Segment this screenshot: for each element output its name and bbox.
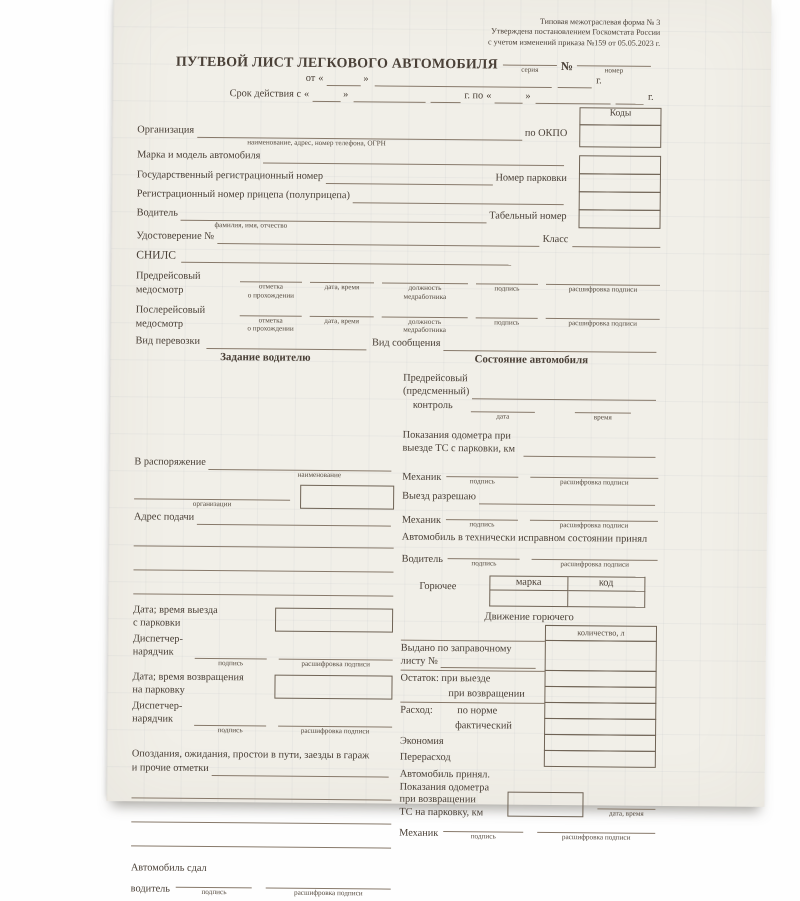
driver-task-column — [131, 351, 404, 898]
odometer-out-label-1: Показания одометра при — [402, 429, 511, 442]
blank-line — [212, 764, 389, 778]
precheck-label-1: Предрейсовый — [403, 372, 468, 385]
waybill-form-sheet — [106, 0, 771, 898]
handover-block — [131, 863, 391, 898]
blank-line — [312, 90, 340, 102]
blank-line — [575, 401, 631, 413]
organization-sublabel: наименование, адрес, номер телефона, ОГРН — [247, 138, 386, 148]
departure-label-2: с парковки — [132, 617, 181, 629]
ff-consumption-label: Расход: — [400, 704, 433, 716]
quote-open: « — [303, 89, 310, 101]
datetime-sublabel: дата, время — [608, 809, 644, 818]
ff-economy-label: Экономия — [399, 735, 444, 747]
form-content — [131, 1, 663, 900]
field-box — [274, 675, 392, 700]
driver-label: Водитель — [136, 207, 179, 219]
return-label — [132, 672, 274, 699]
blank-line — [479, 492, 655, 506]
pre-medical-label-1: Предрейсовый — [136, 270, 201, 283]
med-signfull-field — [546, 307, 660, 328]
organization-label: Организация — [137, 124, 195, 137]
org-block — [136, 108, 661, 233]
odometer-out-label — [402, 430, 515, 457]
med-position-sublabel: должность медработника — [403, 317, 446, 335]
blank-line — [494, 92, 522, 104]
precheck-block — [403, 373, 659, 422]
transport-type-label: Вид перевозки — [135, 335, 201, 348]
dispatcher-row — [132, 701, 392, 737]
form-title: ПУТЕВОЙ ЛИСТ ЛЕГКОВОГО АВТОМОБИЛЯ — [175, 54, 498, 73]
blank-line — [194, 714, 266, 727]
fuel-table — [489, 576, 645, 608]
mechanic-label: Механик — [402, 471, 442, 484]
mechanic-sign-row — [399, 820, 655, 843]
fuel-flow-header: Движение горючего — [484, 611, 574, 624]
datetime-field — [597, 797, 655, 818]
signfull-sublabel: расшифровка подписи — [559, 520, 629, 530]
signfull-sublabel: расшифровка подписи — [294, 888, 363, 898]
delays-row — [132, 763, 392, 778]
fuel-table-header — [489, 576, 645, 592]
handover-sign-row — [131, 875, 391, 898]
validity-row — [230, 88, 654, 105]
blank-line — [217, 232, 540, 247]
qty-cell — [545, 640, 657, 672]
med-position-field — [382, 272, 468, 301]
task-header: Задание водителю — [220, 351, 311, 365]
ff-issued-label-1: Выдано по заправочному — [400, 642, 512, 655]
blank-line — [476, 273, 538, 286]
disposal-row — [134, 456, 394, 471]
blank-line — [266, 877, 391, 890]
signfull-field — [279, 648, 393, 669]
quote-close: » — [363, 73, 369, 85]
fuel-label: Горючее — [419, 581, 457, 593]
sign-field — [443, 820, 523, 841]
blank-line — [441, 656, 536, 669]
blank-line — [240, 271, 302, 284]
sign-field — [176, 876, 252, 897]
blank-line — [133, 558, 393, 572]
approval-stamp — [138, 13, 660, 49]
ff-rest-out-label: Остаток: при выезде — [400, 669, 544, 686]
signfull-field — [266, 877, 391, 898]
blank-line — [131, 787, 391, 801]
med-position-field — [382, 305, 468, 334]
accepted-label: Автомобиль принял. — [399, 768, 491, 781]
return-row — [132, 672, 392, 700]
time-field — [575, 401, 631, 422]
ff-issued-line-row — [401, 655, 539, 669]
series-field — [503, 54, 557, 75]
signfull-sublabel: расшифровка подписи — [560, 560, 630, 569]
blank-line — [430, 91, 460, 103]
blank-line — [546, 307, 660, 320]
code-cell — [579, 173, 661, 193]
blank-line — [195, 647, 267, 660]
signfull-field — [278, 715, 392, 736]
state-header: Состояние автомобиля — [474, 353, 589, 367]
delays-label-2: и прочие отметки — [131, 762, 209, 775]
ff-issued-row — [401, 639, 657, 671]
departure-row — [133, 604, 393, 632]
blank-line — [382, 272, 468, 285]
trailer-row — [137, 188, 567, 205]
okpo-code-cell — [579, 124, 661, 148]
handover-label-1: Автомобиль сдал — [130, 862, 207, 875]
qty-header-cell: количество, л — [545, 625, 657, 641]
blank-line — [546, 273, 660, 286]
blank-line — [181, 251, 511, 266]
year-label: г. — [596, 75, 602, 87]
ff-by-norm-label: по норме — [457, 704, 498, 717]
number-field — [577, 54, 651, 75]
ff-overrun-row — [400, 749, 656, 767]
sign-sublabel: подпись — [469, 520, 495, 529]
med-mark-field — [240, 271, 302, 300]
disposal-label: В распоряжение — [134, 456, 206, 468]
odometer-return-row — [399, 781, 655, 822]
med-signfull-sublabel: расшифровка подписи — [568, 318, 637, 328]
sign-sublabel: подпись — [217, 726, 243, 735]
blank-line — [577, 54, 651, 67]
columns — [131, 351, 660, 901]
blank-line — [326, 172, 493, 185]
mechanic-sign-row — [402, 508, 658, 531]
ff-issued-label — [401, 639, 545, 669]
blank-line — [382, 305, 468, 318]
med-datetime-field — [310, 271, 374, 292]
blank-line — [446, 465, 518, 478]
blank-line — [353, 191, 564, 205]
validity-label: Срок действия с — [229, 88, 302, 101]
accepted-ok-label: Автомобиль в технически исправном состоянии принял — [401, 531, 648, 545]
delays-label-1: Опоздания, ожидания, простои в пути, заезды в гараж — [131, 747, 370, 761]
quote-open: « — [486, 90, 492, 102]
quote-close: » — [525, 91, 531, 103]
departure-label-1: Дата; время выезда — [133, 604, 218, 617]
org-sublabel: организации — [192, 499, 232, 509]
blank-line — [209, 458, 392, 472]
model-row — [137, 150, 567, 167]
dispatcher-label-1: Диспетчер- — [132, 633, 183, 645]
signfull-field — [537, 821, 655, 842]
blank-line — [597, 797, 655, 810]
blank-line — [446, 508, 518, 521]
stamp-line-3: с учетом изменений приказа №159 от 05.05.2023 г. — [488, 37, 661, 48]
blank-line — [530, 466, 658, 479]
blank-line — [443, 339, 656, 353]
med-mark-field — [240, 304, 302, 333]
fuel-brand-header: марка — [489, 576, 568, 592]
stamp-line-2: Утверждена постановлением Госкомстата России — [491, 26, 661, 38]
dispatcher-label-1: Диспетчер- — [132, 700, 183, 713]
return-label-2: на парковку — [132, 684, 185, 696]
ff-rest-back-label: при возвращении — [448, 687, 525, 700]
sign-field — [195, 647, 267, 668]
signfull-field — [530, 509, 658, 530]
dispatcher-label — [132, 701, 194, 727]
blank-line — [448, 547, 520, 560]
return-label-1: Дата; время возвращения — [132, 671, 244, 684]
address-row — [134, 511, 394, 526]
parking-number-label: Номер парковки — [495, 172, 567, 185]
sign-field — [446, 508, 518, 529]
date-sublabel: дата — [496, 412, 510, 421]
number-sublabel: номер — [604, 66, 624, 75]
communication-label: Вид сообщения — [371, 337, 441, 350]
vehicle-state-column — [399, 353, 660, 900]
med-position-sublabel: должность медработника — [403, 283, 447, 301]
ff-actual-label: фактический — [455, 719, 512, 732]
blank-line — [134, 534, 394, 548]
departure-allow-row — [402, 491, 658, 506]
ff-norm-label — [400, 701, 544, 718]
blank-line — [326, 74, 360, 86]
dispatcher-label — [133, 633, 195, 659]
mechanic-label: Механик — [399, 827, 439, 839]
precheck-line-row — [403, 386, 659, 401]
med-sign-field — [476, 306, 538, 327]
sign-field — [448, 547, 520, 568]
stamp-line-1: Типовая межотраслевая форма № 3 — [539, 16, 661, 27]
mechanic-label: Механик — [401, 514, 442, 527]
disposal-sublabel: наименование — [297, 470, 342, 480]
blank-line — [523, 444, 656, 457]
blank-line — [572, 235, 660, 248]
med-datetime-sublabel: дата, время — [324, 283, 360, 292]
med-signfull-field — [546, 273, 660, 294]
number-sign: № — [560, 59, 574, 74]
signfull-sublabel: расшифровка подписи — [561, 833, 631, 842]
class-label: Класс — [542, 233, 569, 246]
blank-line — [278, 715, 392, 728]
blank-line — [558, 76, 592, 88]
precheck-label-3: контроль — [412, 399, 453, 411]
med-sign-sublabel: подпись — [494, 284, 520, 293]
license-row — [136, 230, 660, 247]
field-box — [300, 485, 394, 510]
okpo-label: по ОКПО — [524, 127, 568, 140]
med-datetime-sublabel: дата, время — [324, 316, 360, 326]
med-signfull-sublabel: расшифровка подписи — [568, 285, 638, 294]
state-reg-label: Государственный регистрационный номер — [136, 169, 324, 183]
odometer-return-label — [399, 781, 507, 821]
med-mark-sublabel: отметка о прохождении — [247, 282, 295, 300]
blank-line — [240, 304, 302, 317]
blank-line — [537, 821, 655, 834]
sign-sublabel: подпись — [218, 659, 244, 668]
personnel-number-label: Табельный номер — [489, 210, 567, 222]
quote-close: » — [343, 89, 349, 101]
blank-line — [176, 876, 252, 889]
handover-label-2: водитель — [130, 882, 171, 895]
allow-label: Выезд разрешаю — [402, 490, 477, 503]
blank-line — [503, 54, 557, 66]
blank-line — [197, 513, 391, 527]
signfull-sublabel: расшифровка подписи — [559, 477, 629, 487]
odometer-return-label-2: при возвращении — [399, 794, 476, 806]
driver-sublabel: фамилия, имя, отчество — [214, 220, 288, 230]
sign-sublabel: подпись — [471, 559, 497, 568]
task-empty-area — [134, 364, 395, 458]
precheck-datetime-row — [403, 399, 659, 422]
blank-line — [471, 400, 535, 413]
blank-line — [530, 509, 658, 522]
snils-label: СНИЛС — [136, 249, 177, 262]
med-datetime-field — [310, 305, 374, 326]
dispatcher-row — [133, 633, 393, 669]
blank-line — [443, 820, 523, 833]
blank-line — [310, 271, 374, 284]
signfull-sublabel: расшифровка подписи — [300, 727, 370, 736]
code-cell — [578, 209, 660, 229]
fuel-brand-cell — [489, 591, 568, 608]
ff-overrun-label: Перерасход — [399, 751, 451, 763]
signfull-sublabel: расшифровка подписи — [301, 659, 371, 669]
post-medical-label-1: Послерейсовый — [135, 304, 206, 316]
blank-line — [279, 648, 393, 661]
org-name-field — [134, 487, 290, 509]
model-label: Марка и модель автомобиля — [137, 149, 261, 162]
code-cell — [579, 191, 661, 211]
post-medical-label — [136, 303, 232, 332]
field-box — [507, 791, 583, 817]
med-mark-sublabel: отметка о прохождении — [247, 316, 294, 333]
snils-row — [136, 248, 660, 267]
driver-label: Водитель — [401, 554, 444, 566]
driver-sign-row — [402, 547, 658, 570]
odometer-out-row — [402, 430, 658, 458]
departure-label — [133, 604, 275, 631]
blank-line — [353, 90, 425, 103]
issue-date-row — [306, 73, 602, 88]
dispatcher-label-2: нарядчик — [132, 713, 174, 725]
blank-line — [616, 93, 644, 105]
blank-line — [532, 548, 658, 561]
pre-medical-label-2: медосмотр — [135, 284, 184, 296]
blank-line — [133, 582, 393, 596]
sign-sublabel: подпись — [470, 832, 496, 841]
blank-line — [472, 387, 656, 401]
blank-line — [375, 75, 553, 89]
sign-sublabel: подпись — [469, 476, 495, 486]
post-medical-label-2: медосмотр — [135, 318, 184, 330]
from-label: от — [305, 73, 316, 85]
year-label: г. — [647, 92, 654, 104]
mechanic-sign-row — [402, 464, 658, 487]
state-reg-row — [137, 170, 567, 187]
time-sublabel: время — [593, 413, 612, 422]
signfull-field — [530, 466, 658, 487]
license-label: Удостоверение № — [136, 230, 215, 243]
signfull-field — [532, 548, 658, 569]
blank-line — [535, 92, 611, 105]
blank-line — [131, 835, 391, 849]
field-box — [275, 608, 393, 633]
codes-header: Коды — [579, 107, 661, 126]
blank-line — [476, 306, 538, 319]
title-row — [176, 51, 662, 76]
pre-medical-row — [136, 270, 660, 303]
codes-column — [578, 108, 661, 229]
sign-sublabel: подпись — [201, 888, 227, 897]
dispatcher-label-2: нарядчик — [132, 646, 174, 658]
address-label: Адрес подачи — [133, 511, 195, 524]
blank-line — [131, 811, 391, 825]
pre-medical-label — [136, 270, 232, 299]
blank-line — [310, 305, 374, 318]
fuel-code-header: код — [568, 576, 646, 592]
date-field — [471, 400, 535, 421]
post-medical-row — [136, 303, 660, 336]
ff-spacer — [401, 625, 545, 626]
delays-block — [131, 748, 392, 849]
quote-open: « — [318, 73, 324, 85]
series-sublabel: серия — [521, 65, 539, 75]
org-name-row — [134, 483, 394, 509]
trailer-label: Регистрационный номер прицепа (полуприцепа) — [136, 188, 350, 202]
fuel-table-body — [489, 591, 645, 608]
sign-field — [446, 465, 518, 486]
blank-line — [263, 152, 564, 167]
sign-field — [194, 714, 266, 735]
odometer-return-label-3: ТС на парковку, км — [399, 806, 484, 819]
odometer-return-label-1: Показания одометра — [399, 781, 490, 793]
fuel-code-cell — [568, 591, 646, 608]
blank-line — [206, 337, 366, 350]
code-cell — [579, 155, 661, 175]
to-label: г. по — [464, 90, 484, 102]
odometer-out-label-2: выезде ТС с парковки, км — [402, 442, 516, 455]
fuel-table-row — [401, 575, 657, 608]
precheck-label-2: (предсменный) — [403, 385, 470, 398]
qty-cell — [544, 750, 656, 768]
med-sign-field — [476, 273, 538, 294]
ff-issued-label-2: листу № — [400, 655, 438, 667]
med-sign-sublabel: подпись — [494, 318, 520, 327]
